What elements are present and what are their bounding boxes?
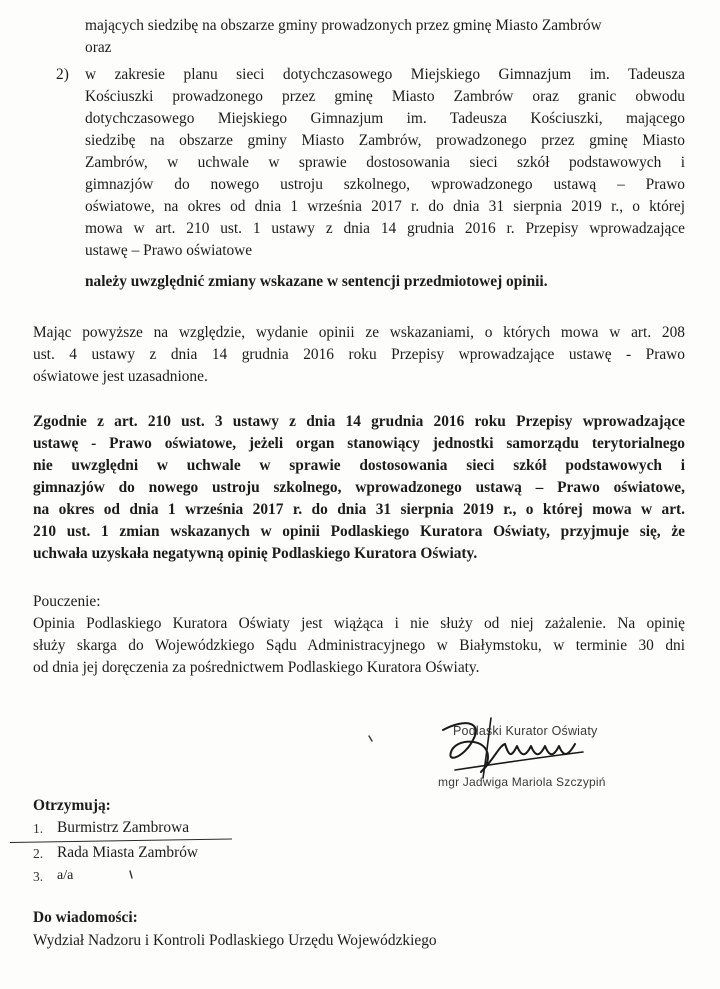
- text-line: oraz: [85, 39, 112, 56]
- text-line: dotychczasowego Miejskiego Gimnazjum im. Tadeusza Kościuszki, mającego: [85, 110, 685, 127]
- recipient-3: a/a: [57, 868, 74, 883]
- text-line: oświatowe jest uzasadnione.: [33, 368, 208, 385]
- text-line: siedzibę na obszarze gminy Miasto Zambrów, prowadzonego przez gminę Miasto: [85, 132, 685, 149]
- pouczenie-text: [33, 613, 685, 679]
- text-line: Kościuszki prowadzonego przez gminę Miasto Zambrów oraz granic obwodu: [85, 88, 685, 105]
- recipient-number: 3.: [33, 869, 44, 884]
- bold-conclusion: należy uwzględnić zmiany wskazane w sentencji przedmiotowej opinii.: [85, 273, 548, 290]
- item-2-text: [85, 64, 685, 262]
- small-ink-mark: [367, 735, 375, 743]
- text-line: od dnia jej doręczenia za pośrednictwem Podlaskiego Kuratora Oświaty.: [33, 659, 480, 676]
- signature-stamp-name: mgr Jadwiga Mariola Szczypiń: [438, 775, 606, 789]
- recipient-1: Burmistrz Zambrowa: [57, 819, 190, 836]
- text-line: mowa w art. 210 ust. 1 ustawy z dnia 14 grudnia 2016 r. Przepisy wprowadzające: [85, 220, 685, 237]
- text-line: Zgodnie z art. 210 ust. 3 ustawy z dnia 14 grudnia 2016 roku Przepisy wprowadzające: [33, 413, 685, 430]
- recipients-heading: Otrzymują:: [33, 797, 111, 814]
- text-line: gimnazjów do nowego ustroju szkolnego, wprowadzonego ustawą – Prawo: [85, 176, 685, 193]
- top-continuation: [85, 15, 685, 59]
- list-number: 2): [56, 66, 69, 83]
- legal-paragraph: [33, 411, 685, 565]
- for-information-line: Wydział Nadzoru i Kontroli Podlaskiego Urzędu Wojewódzkiego: [33, 932, 437, 949]
- text-line: ustawę – Prawo oświatowe: [85, 242, 253, 259]
- recipient-number: 1.: [33, 821, 44, 836]
- text-line: na okres od dnia 1 września 2017 r. do dnia 31 sierpnia 2019 r., o której mowa w art.: [33, 501, 685, 518]
- recipient-2: Rada Miasta Zambrów: [57, 844, 199, 861]
- text-line: nie uwzględni w uchwale w sprawie dostosowania sieci szkół podstawowych i: [33, 457, 685, 474]
- for-information-heading: Do wiadomości:: [33, 909, 138, 926]
- small-ink-mark: [128, 870, 136, 880]
- item-2-conclusion: [85, 271, 685, 293]
- text-line: oświatowe, na okres od dnia 1 września 2017 r. do dnia 31 sierpnia 2019 r., o której: [85, 198, 685, 215]
- justification-paragraph: [33, 322, 685, 388]
- text-line: gimnazjów do nowego ustroju szkolnego, wprowadzonego ustawą – Prawo oświatowe,: [33, 479, 685, 496]
- signature-stamp-title: Podlaski Kurator Oświaty: [453, 724, 598, 738]
- text-line: 210 ust. 1 zmian wskazanych w opinii Podlaskiego Kuratora Oświaty, przyjmuje się, że: [33, 523, 685, 540]
- handwritten-signature: [425, 712, 605, 782]
- recipient-number: 2.: [33, 846, 44, 861]
- text-line: mających siedzibę na obszarze gminy prowadzonych przez gminę Miasto Zambrów: [85, 17, 602, 34]
- text-line: w zakresie planu sieci dotychczasowego Miejskiego Gimnazjum im. Tadeusza: [85, 66, 685, 83]
- text-line: Opinia Podlaskiego Kuratora Oświaty jest wiążąca i nie służy od niej zażalenie. Na opinię: [33, 615, 685, 632]
- text-line: Zambrów, w uchwale w sprawie dostosowania sieci szkół podstawowych i: [85, 154, 685, 171]
- pouczenie-heading: Pouczenie:: [33, 593, 101, 610]
- text-line: służy skarga do Wojewódzkiego Sądu Administracyjnego w Białymstoku, w terminie 30 dni: [33, 637, 685, 654]
- text-line: uchwała uzyskała negatywną opinię Podlaskiego Kuratora Oświaty.: [33, 545, 478, 562]
- text-line: ust. 4 ustawy z dnia 14 grudnia 2016 roku Przepisy wprowadzające ustawę - Prawo: [33, 346, 685, 363]
- text-line: ustawę - Prawo oświatowe, jeżeli organ stanowiący jednostki samorządu terytorialnego: [33, 435, 685, 452]
- text-line: Mając powyższe na względzie, wydanie opinii ze wskazaniami, o których mowa w art. 208: [33, 324, 685, 341]
